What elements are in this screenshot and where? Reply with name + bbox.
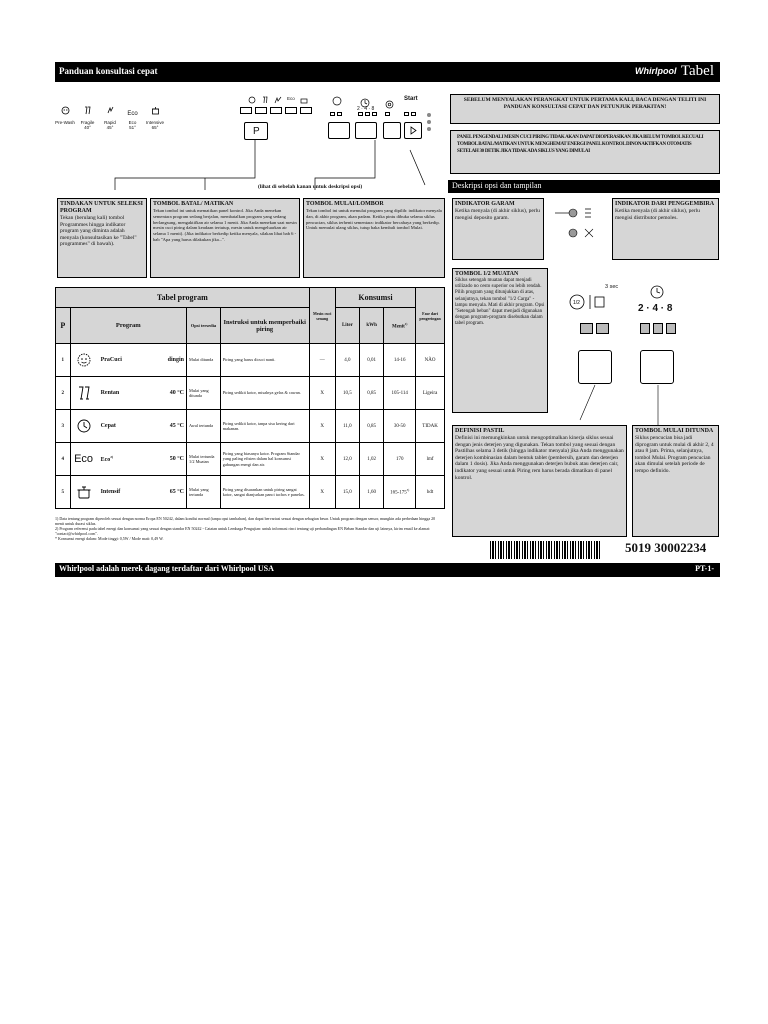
- delay-zoom-button[interactable]: [640, 350, 674, 384]
- panel-program-2: Fragile 40°: [78, 102, 98, 130]
- program-mesin: X: [309, 377, 335, 410]
- fragile-icon: [83, 106, 92, 115]
- desc-delay-start: TOMBOL MULAI DITUNDA Siklus pencucian bisa jadi diprogram untuk mulai di akhir 2, 4 atau 8 jam. Prima, selanjutnya, tombol Mulai. Program pencucian akan dimulai setelah periode de tempo definido.: [632, 425, 719, 537]
- program-kwh: 0,85: [360, 410, 384, 443]
- program-kwh: 1,60: [360, 476, 384, 509]
- program-fase: hdt: [416, 476, 445, 509]
- eco-icon: Eco: [287, 96, 295, 101]
- header-section: Tabel: [680, 63, 714, 79]
- col-liter: Liter: [335, 308, 359, 344]
- three-sec-label: 3 sec: [605, 284, 619, 290]
- prewash-icon: [248, 96, 256, 104]
- footnotes: [55, 516, 445, 541]
- delay-label: 2 · 4 · 8: [357, 106, 375, 112]
- panel-program-icons: [55, 102, 165, 132]
- program-button[interactable]: P: [244, 122, 268, 140]
- table-row: [56, 410, 445, 443]
- program-leds: [240, 107, 320, 114]
- footer-page: PT-1-: [695, 564, 714, 573]
- options-header: Deskripsi opsi dan tampilan: [448, 180, 720, 193]
- desc-cancel: TOMBOL BATAL/ MATIKAN Tekan tombol ini untuk mematikan panel kontrol. Jika Anda menekan sementara program sedang berjalan, membatalkan program yang sedang berlangsung, mengaktifkan air selama 1 menit. Jika Anda menekan saat mesin mesin cuci piring dalam keadaan tertutup, mesin untuk mengeluarkan air selama 1 menit). (Jika indikator berkedip ketika menyala, silakan lihat bab 6 - bab "Apa yang harus dilakukan jika...".: [150, 198, 300, 278]
- col-opsi: Opsi tersedia: [187, 308, 221, 344]
- program-cell: [70, 410, 186, 443]
- program-options: Mulai ditunda: [187, 344, 221, 377]
- header-bar: [55, 62, 720, 82]
- program-name: Cepat: [100, 423, 116, 429]
- program-mesin: X: [309, 443, 335, 476]
- program-menit: 170: [384, 443, 416, 476]
- col-program: Program: [70, 308, 186, 344]
- program-instructions: Piring sedikit kotor, tanpa sisa kering dari makanan.: [220, 410, 309, 443]
- half-leds: [330, 112, 342, 116]
- desc-salt: INDIKATOR GARAM Ketika menyala (di akhir siklus), perlu mengisi deposito garam.: [452, 198, 544, 260]
- prewash-icon: [73, 352, 95, 368]
- panel-program-3: Rapid 45°: [100, 102, 120, 130]
- col-instruksi: Instruksi untuk memperbaiki piring: [220, 308, 309, 344]
- program-name: Rentan: [100, 390, 120, 396]
- panel-program-4: Eco Eco 51°: [127, 111, 138, 130]
- program-fase: lmf: [416, 443, 445, 476]
- table-title: Tabel program: [56, 288, 310, 308]
- cancel-led: [385, 112, 390, 116]
- program-fase: Ligeira: [416, 377, 445, 410]
- program-fase: TIDAK: [416, 410, 445, 443]
- half-load-zoom-icon: [568, 293, 608, 316]
- panel-program-5: Intensive 65°: [145, 102, 165, 130]
- program-menit: 14-16: [384, 344, 416, 377]
- table-consumo: Konsumsi: [335, 288, 415, 308]
- program-cell: [70, 377, 186, 410]
- program-cell: [70, 443, 186, 476]
- program-temp: 65 °C: [169, 489, 185, 495]
- see-right-note: (lihat di sebelah kanan untuk deskripsi opsi): [258, 184, 363, 190]
- program-name: Eco$^{2)}$: [100, 455, 114, 463]
- program-options: Mulai yang tertunda: [187, 476, 221, 509]
- program-kwh: 0,01: [360, 344, 384, 377]
- fragile-icon: [261, 96, 269, 104]
- program-number: 4: [56, 443, 71, 476]
- col-fase: Fase dari pengeringan: [416, 288, 445, 344]
- program-name: Intensif: [100, 489, 121, 495]
- svg-text:1/2: 1/2: [573, 300, 580, 306]
- program-temp: 50 °C: [169, 456, 185, 462]
- intensive-icon: [73, 484, 95, 500]
- product-code: 5019 30002234: [625, 540, 707, 555]
- program-instructions: Piring yang disarankan untuk piring sangat kotor, sangat dianjurkan panci tachos e panelas.: [220, 476, 309, 509]
- program-number: 3: [56, 410, 71, 443]
- col-p: P: [56, 308, 71, 344]
- table-row: [56, 344, 445, 377]
- col-mesin: Mesin cuci senang: [309, 288, 335, 344]
- program-instructions: Piring sedikit kotor, misalnya gelas & cawan.: [220, 377, 309, 410]
- program-kwh: 1,02: [360, 443, 384, 476]
- table-row: [56, 443, 445, 476]
- program-liter: 12,0: [335, 443, 359, 476]
- footnote-1: 1) Data tentang program diperoleh sesuai dengan norma Eropa EN 50242, dalam kondisi normal (tanpa opsi tambahan), dan dapat bervariasi sesuai dengan sebagian besar. Untuk program dengan sensor, mungkin ada perbedaan hingga 20 menit untuk durasi siklus.: [55, 516, 436, 526]
- desc-rinse-aid: INDIKATOR DARI PENGGEMBIRA Ketika menyala (di akhir siklus), perlu mengisi distributor pemoles.: [612, 198, 719, 260]
- program-options: Mulai yang ditunda: [187, 377, 221, 410]
- desc-select-program: TINDAKAN UNTUK SELEKSI PROGRAM Tekan (berulang kali) tombol Programmes hingga indikator program yang diminta adalah menyala (konsultasikan ke "Tabel" programmes" di bawah).: [57, 198, 147, 278]
- program-number: 5: [56, 476, 71, 509]
- footer-trademark: Whirlpool adalah merek dagang terdaftar dari Whirlpool USA: [59, 564, 274, 573]
- desc-start: TOMBOL MULAI/LOMBOR Tekan tombol ini untuk memulai program yang dipilih: indikator menyala dan, di akhir program, akan padam. Ketika pintu dibuka selama siklus pencucian, siklus terhenti sementara: indikator bercahaya yang berkedip. Untuk memulai ulang siklus, tutup baka kembali tombol Mulai.: [303, 198, 445, 278]
- start-label: Start: [404, 96, 418, 102]
- program-mesin: —: [309, 344, 335, 377]
- fragile-icon: [73, 385, 95, 401]
- half-zoom-leds: [580, 323, 609, 334]
- program-mesin: X: [309, 410, 335, 443]
- program-cell: [70, 476, 186, 509]
- half-load-icon: [332, 93, 342, 111]
- program-cell: [70, 344, 186, 377]
- program-fase: NÃO: [416, 344, 445, 377]
- program-options: Awal tertunda: [187, 410, 221, 443]
- header-title: Panduan konsultasi cepat: [59, 66, 158, 76]
- rapid-icon: [106, 106, 115, 115]
- program-temp: 45 °C: [169, 423, 185, 429]
- program-mesin: X: [309, 476, 335, 509]
- program-menit: 105-114: [384, 377, 416, 410]
- footnote-2: 2) Program referensi pada tabel energi dan konsumsi yang sesuai dengan standar EN 50242 - Catatan untuk Lembaga Pengujian: untuk informasi rinci tentang uji perbandingan EN Beban Standar dan uji lainnya, kirim email ke alamat: "contact@whirlpool.com".: [55, 526, 431, 536]
- footnote-3: * Konsumsi energi dalam: Mode tinggi: 0,5W / Mode mati: 0,49 W.: [55, 536, 164, 541]
- callout-lines: [55, 130, 445, 200]
- half-load-zoom-button[interactable]: [578, 350, 612, 384]
- footer-bar: [55, 563, 720, 577]
- desc-tablet: DEFINISI PASTIL Definisi ini memungkinkan untuk mengoptimalkan kinerja siklus sesuai dengan jenis deterjen yang digunakan. Tekan tombol yang sesuai dengan Pastilhas selama 3 detik (hingga indikator menyala) jika Anda menggunakan deterjen kombinasian dalam bentuk tablet (pembersih, garam dan deterjen dalam 1 dosis). Jika Anda menggunakan deterjen bubuk atau deterjen cair, indikator yang sesuai untuk Piring rem harus berada dimatikan di panel kontrol.: [452, 425, 627, 537]
- program-menit: 30-50: [384, 410, 416, 443]
- delay-leds: [358, 112, 377, 116]
- notice-box: PANEL PENGENDALI MESIN CUCI PIRING TIDAK AKAN DAPAT DIOPERASIKAN JIKA BELUM TOMBOL KECUALI TOMBOL BATAL/MATIKAN UNTUK MENGHEMAT ENERGI PANEL KONTROL DINONAKTIFKAN OTOMATIS SETELAH 30 DETIK JIKA TIDAK ADA SIKLUS YANG DIMULAI: [450, 130, 720, 174]
- program-liter: 15,0: [335, 476, 359, 509]
- salt-indicator-icon: [555, 203, 610, 248]
- col-kwh: kWh: [360, 308, 384, 344]
- program-instructions: Piring yang biasanya kotor. Program Standar yang paling efisien dalam hal konsumsi gabungan energi dan air.: [220, 443, 309, 476]
- program-liter: 10,5: [335, 377, 359, 410]
- prewash-icon: [61, 106, 70, 115]
- warning-box: SEBELUM MENYALAKAN PERANGKAT UNTUK PERTAMA KALI, BACA DENGAN TELITI INI PANDUAN KONSULTASI CEPAT DAN PETUNJUK PERAKITAN!: [450, 94, 720, 124]
- program-number: 2: [56, 377, 71, 410]
- whirlpool-logo: Whirlpool: [635, 66, 677, 76]
- program-menit: 165-175$^{3)}$: [384, 476, 416, 509]
- program-instructions: Piring yang harus dicuci nanti.: [220, 344, 309, 377]
- table-row: [56, 476, 445, 509]
- program-name: PraCuci: [100, 357, 122, 363]
- col-menit: Menit$^{1)}$: [384, 308, 416, 344]
- program-liter: 11,0: [335, 410, 359, 443]
- zoom-callout-lines: [540, 380, 670, 430]
- delay-zoom-label: 2 · 4 · 8: [638, 303, 673, 314]
- eco-icon: Eco: [74, 453, 94, 465]
- table-row: [56, 377, 445, 410]
- rapid-icon: [73, 418, 95, 434]
- program-kwh: 0,85: [360, 377, 384, 410]
- intensive-icon: [300, 96, 308, 104]
- rapid-icon: [274, 96, 282, 104]
- program-table: [55, 287, 445, 509]
- desc-half-load: TOMBOL 1/2 MUATAN Siklus setengah muatan dapat menjadi utilizado no cesto superior ou lebih rendah. Pilih program yang ditunjukkan di atas, selanjutnya, tekan tombol "1/2 Carga" - lampu menyala. Mati di akhir program. Opsi "Setengah beban" dapat menjadi digunakan dengan program-program disebutkan dalam tabel program.: [452, 268, 548, 413]
- delay-zoom-leds: [640, 323, 676, 334]
- start-leds: [404, 112, 416, 116]
- program-options: Mulai tertunda 1/2 Muatan: [187, 443, 221, 476]
- program-liter: 4,0: [335, 344, 359, 377]
- panel-program-1: Pre-Wash: [55, 102, 75, 130]
- eco-icon: Eco: [127, 111, 138, 117]
- program-number: 1: [56, 344, 71, 377]
- barcode: [490, 541, 600, 559]
- program-led-group: [240, 96, 320, 114]
- intensive-icon: [151, 106, 160, 115]
- program-temp: dingin: [167, 357, 185, 363]
- program-temp: 40 °C: [169, 390, 185, 396]
